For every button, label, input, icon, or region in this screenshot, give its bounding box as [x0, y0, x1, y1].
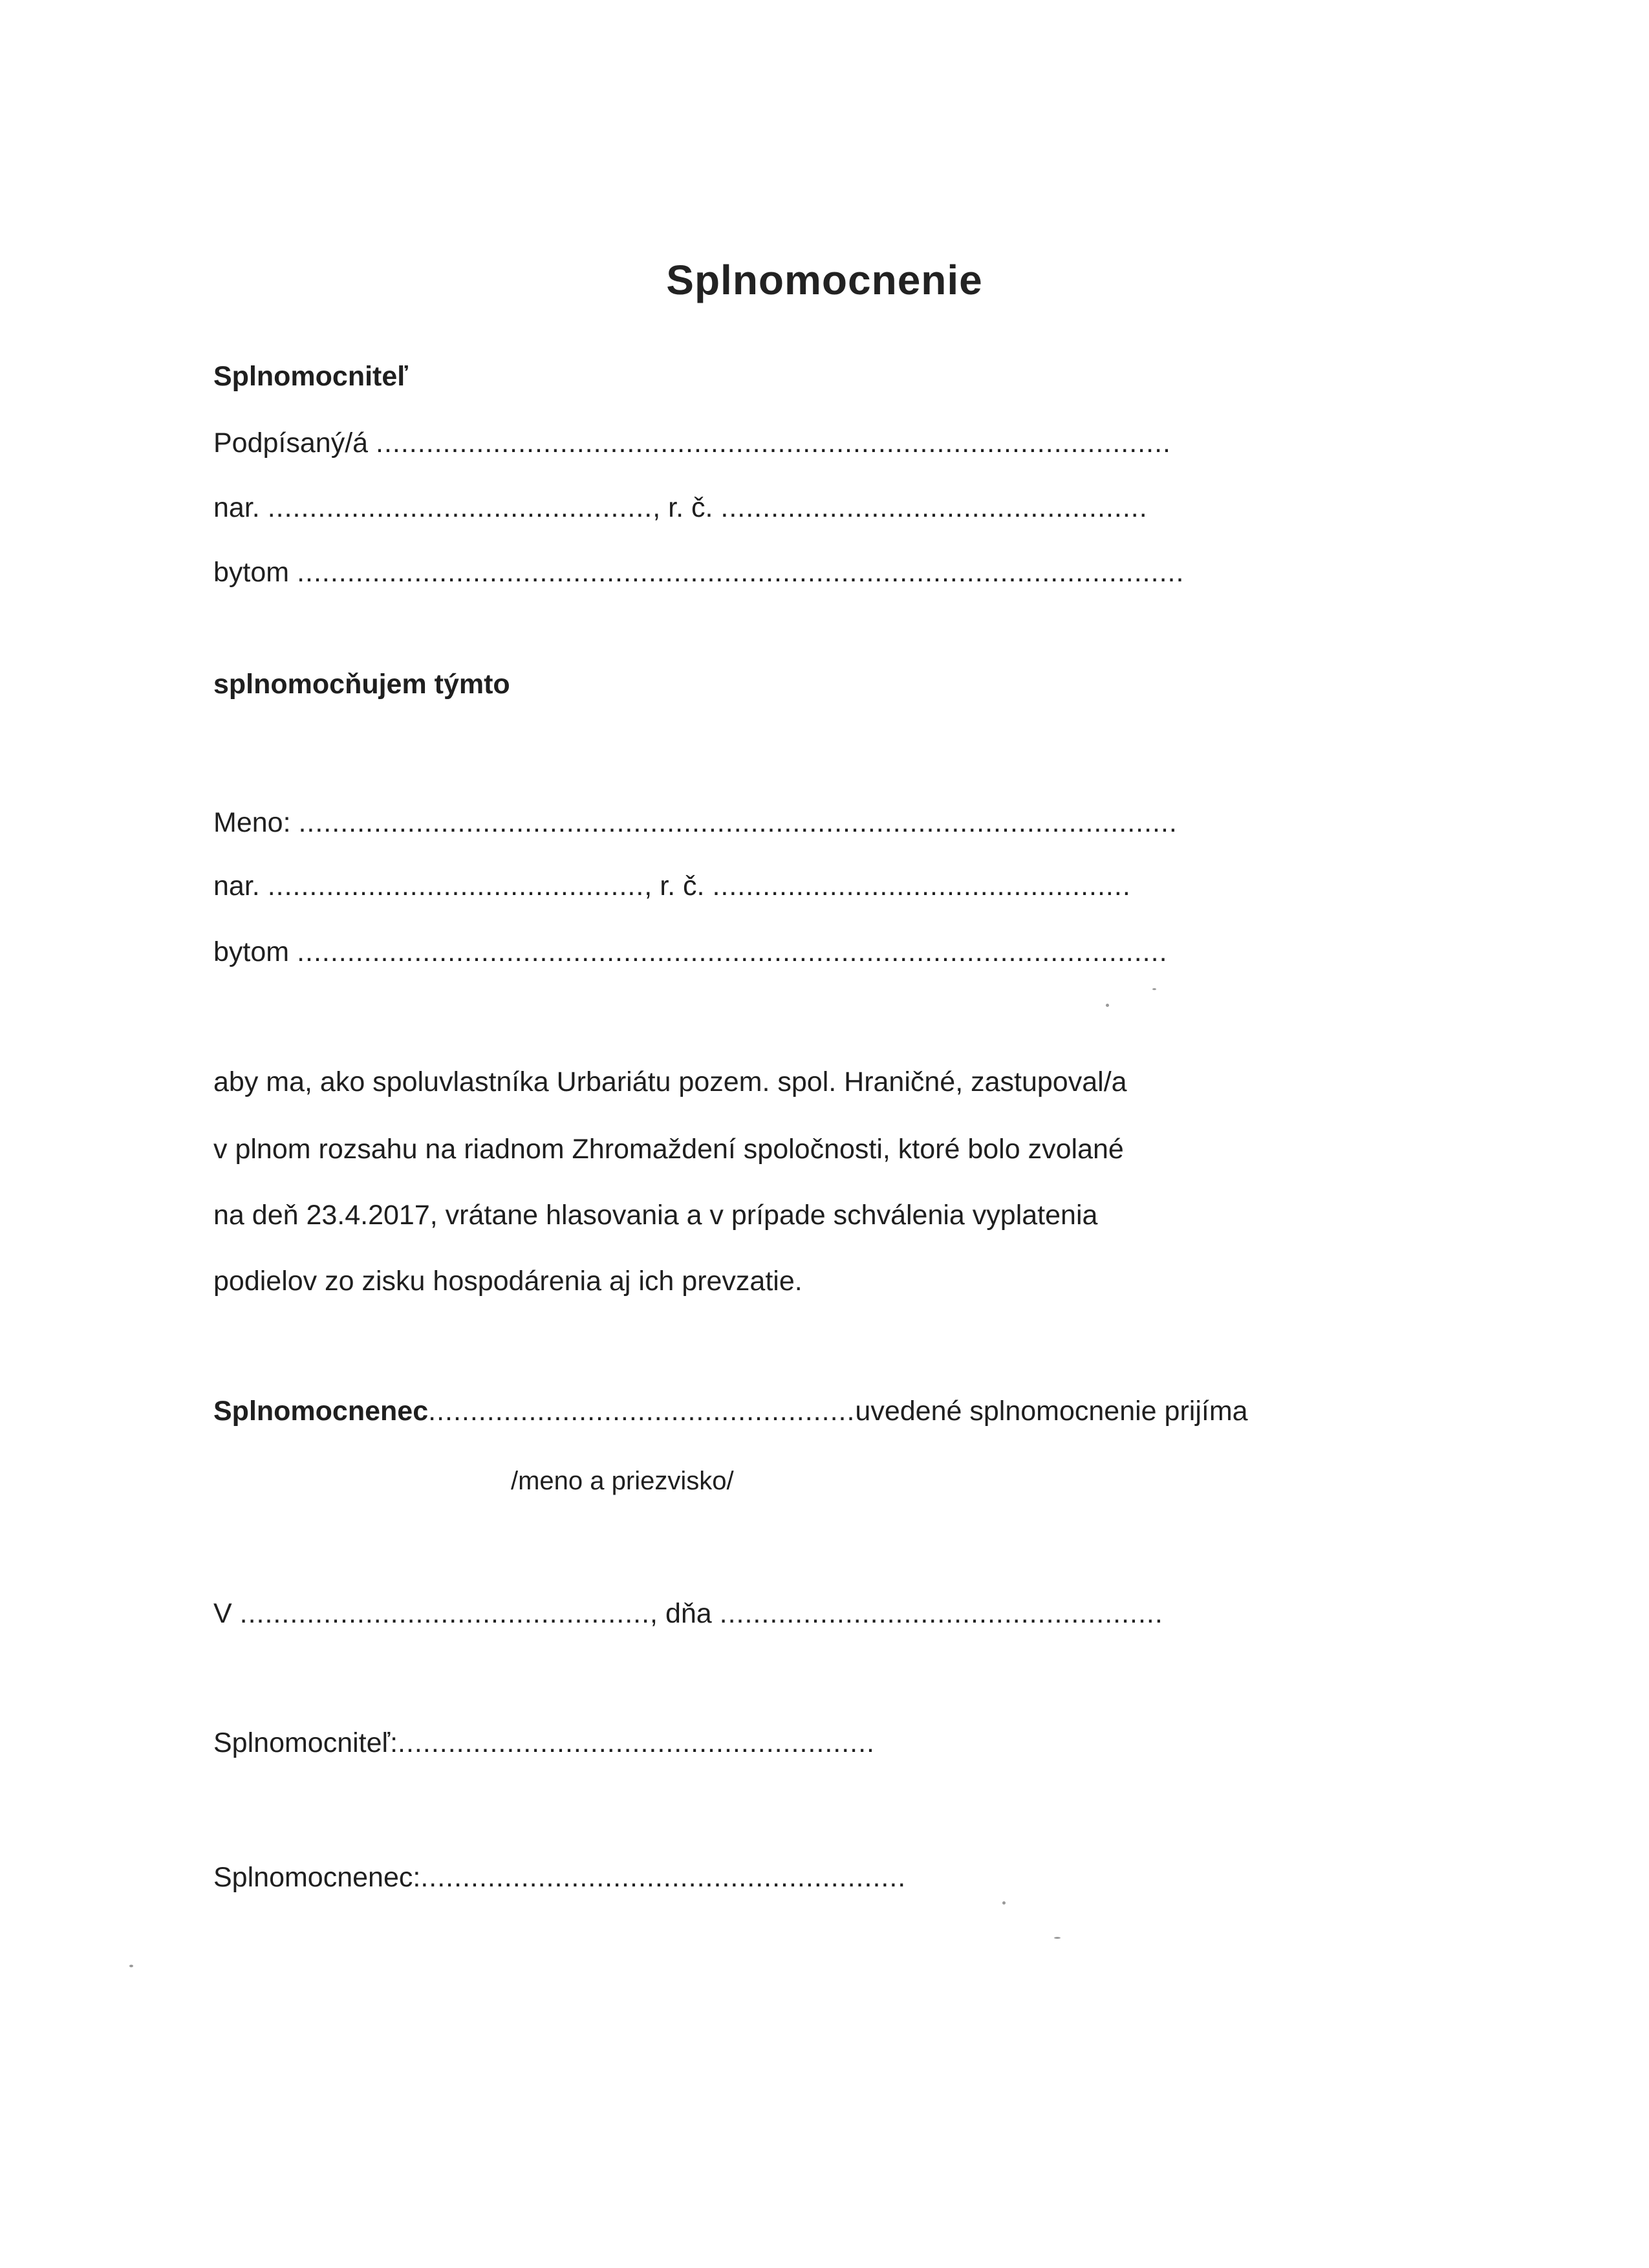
- principal-address-row: [213, 553, 1184, 592]
- agent-signature-field[interactable]: ..........................................................: [420, 1862, 907, 1893]
- acceptance-field[interactable]: ...................................................: [428, 1396, 856, 1427]
- principal-signed-field[interactable]: ...............................................................................................: [376, 427, 1171, 459]
- principal-rc-label: , r. č.: [652, 492, 713, 523]
- agent-address-field[interactable]: ........................................................................................................: [297, 936, 1168, 967]
- place-label: V: [213, 1598, 232, 1629]
- principal-born-label: nar.: [213, 492, 260, 523]
- agent-rc-label: , r. č.: [644, 870, 705, 902]
- body-line: v plnom rozsahu na riadnom Zhromaždení spoločnosti, ktoré bolo zvolané: [213, 1134, 1124, 1165]
- place-date-row: [213, 1594, 1163, 1633]
- date-field[interactable]: .....................................................: [719, 1598, 1163, 1629]
- principal-signed-row: [213, 424, 1171, 462]
- principal-address-label: bytom: [213, 557, 290, 588]
- principal-signature-label: Splnomocniteľ:: [213, 1727, 398, 1758]
- acceptance-label: Splnomocnenec: [213, 1396, 429, 1427]
- agent-name-field[interactable]: .........................................................................................................: [298, 807, 1178, 838]
- principal-born-row: [213, 488, 1148, 527]
- scan-speck: [129, 1965, 133, 1967]
- agent-born-row: [213, 867, 1131, 905]
- body-line: na deň 23.4.2017, vrátane hlasovania a v prípade schválenia vyplatenia: [213, 1200, 1098, 1231]
- agent-signature-row: [213, 1858, 906, 1897]
- date-label: , dňa: [650, 1598, 712, 1629]
- document-title: Splnomocnenie: [666, 257, 983, 303]
- agent-name-row: [213, 803, 1178, 842]
- acceptance-text: uvedené splnomocnenie prijíma: [855, 1396, 1248, 1427]
- body-line: podielov zo zisku hospodárenia aj ich prevzatie.: [213, 1266, 803, 1297]
- principal-signed-label: Podpísaný/á: [213, 427, 369, 459]
- principal-signature-field[interactable]: .........................................................: [398, 1727, 875, 1758]
- body-line: aby ma, ako spoluvlastníka Urbariátu pozem. spol. Hraničné, zastupoval/a: [213, 1066, 1127, 1097]
- agent-signature-label: Splnomocnenec:: [213, 1862, 421, 1893]
- scan-speck: [1152, 988, 1156, 990]
- principal-signature-row: [213, 1723, 875, 1762]
- agent-born-field[interactable]: .............................................: [267, 870, 645, 902]
- acceptance-row: [213, 1392, 1248, 1431]
- principal-rc-field[interactable]: ...................................................: [720, 492, 1148, 523]
- agent-name-label: Meno:: [213, 807, 291, 838]
- scan-speck: [1002, 1901, 1006, 1905]
- agent-address-row: [213, 933, 1168, 971]
- agent-rc-field[interactable]: ..................................................: [712, 870, 1131, 902]
- principal-born-field[interactable]: ..............................................: [267, 492, 653, 523]
- scan-speck: [1054, 1937, 1061, 1939]
- authorize-heading: splnomocňujem týmto: [213, 669, 510, 700]
- principal-address-field[interactable]: ..........................................................................................................: [297, 557, 1185, 588]
- agent-born-label: nar.: [213, 870, 260, 902]
- principal-heading: Splnomocniteľ: [213, 361, 408, 392]
- scan-speck: [1106, 1004, 1109, 1007]
- place-field[interactable]: .................................................: [239, 1598, 651, 1629]
- agent-address-label: bytom: [213, 936, 290, 967]
- acceptance-note: /meno a priezvisko/: [511, 1467, 734, 1495]
